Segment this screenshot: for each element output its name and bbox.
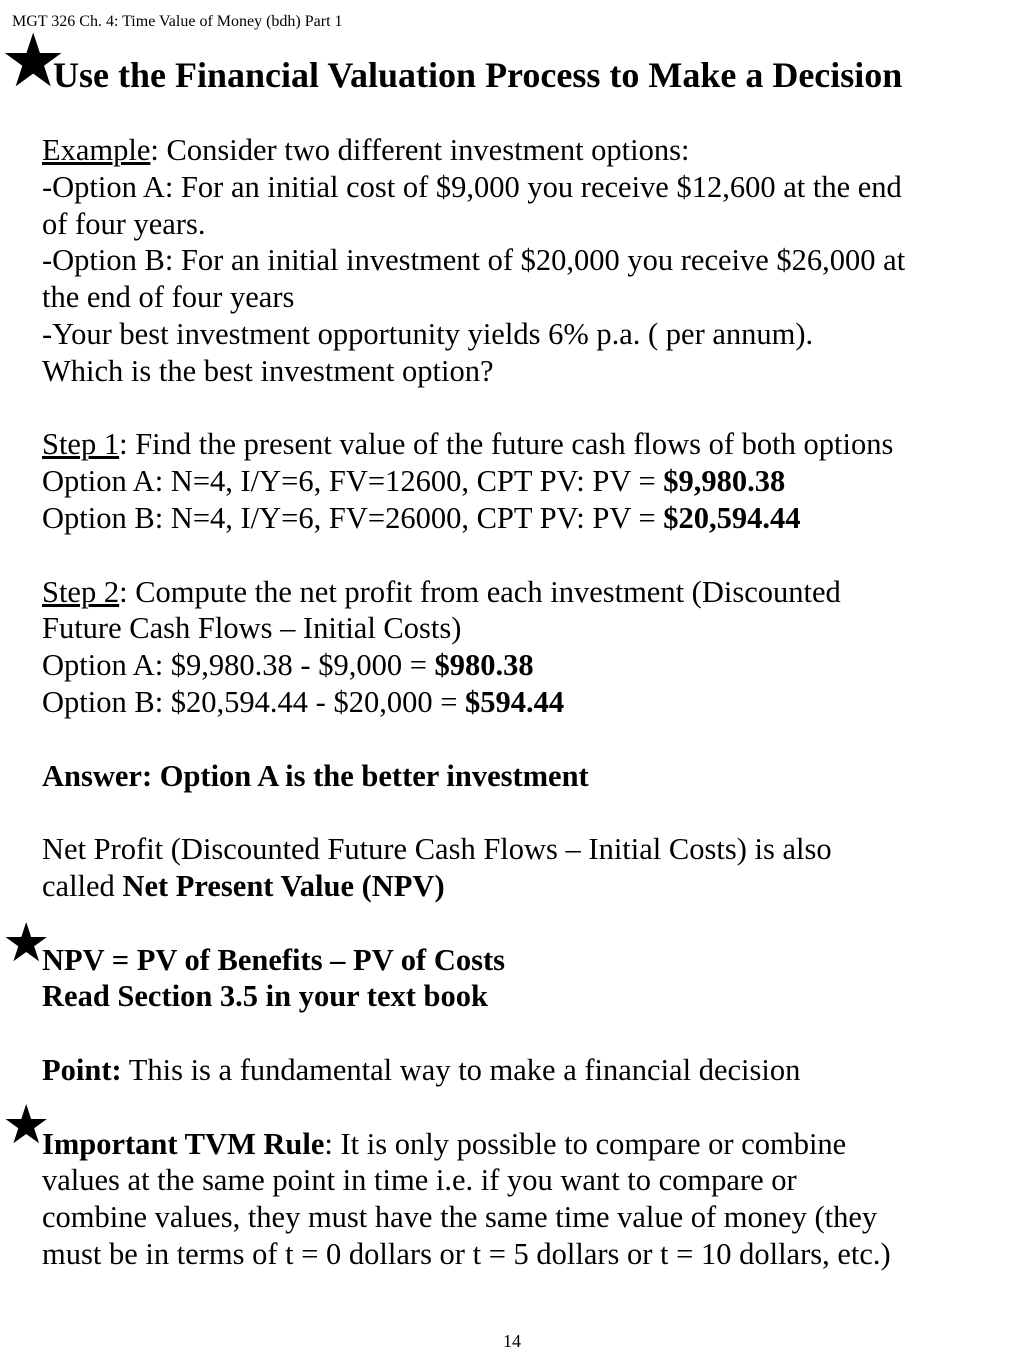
- step1-option-a-formula: Option A: N=4, I/Y=6, FV=12600, CPT PV: PV =: [42, 464, 664, 499]
- page-number: 14: [503, 1331, 521, 1351]
- option-a-line: -Option A: For an initial cost of $9,000 you receive $12,600 at the end: [42, 169, 902, 204]
- rule-line-4: must be in terms of t = 0 dollars or t = 5 dollars or t = 10 dollars, etc.): [42, 1236, 891, 1271]
- step2-option-a-value: $980.38: [434, 648, 534, 683]
- example-intro: : Consider two different investment options:: [150, 133, 690, 167]
- spacer: [42, 390, 1017, 427]
- step2-label: Step 2: [42, 574, 120, 609]
- step1-option-a-value: $9,980.38: [663, 464, 786, 499]
- step1-option-b-formula: Option B: N=4, I/Y=6, FV=26000, CPT PV: PV =: [42, 500, 664, 535]
- star-icon: ★: [2, 1093, 51, 1156]
- step2-option-b-formula: Option B: $20,594.44 - $20,000 =: [42, 684, 466, 719]
- point-label: Point:: [42, 1052, 122, 1087]
- spacer: [42, 1089, 1017, 1126]
- step2-option-a: [42, 647, 1017, 684]
- spacer: [42, 721, 1017, 758]
- npv-definition-line-continued: [42, 868, 1017, 905]
- rule-label: Important TVM Rule: [42, 1126, 325, 1161]
- option-b-line-continued: the end of four years: [42, 280, 295, 315]
- step1-text: : Find the present value of the future cash flows of both options: [119, 427, 894, 462]
- page-title: Use the Financial Valuation Process to Make a Decision: [53, 55, 903, 95]
- step2-option-a-formula: Option A: $9,980.38 - $9,000 =: [42, 648, 435, 683]
- step1-line: [42, 426, 1017, 463]
- point-line: [42, 1052, 1017, 1089]
- spacer: [42, 537, 1017, 574]
- step1-label: Step 1: [42, 427, 120, 462]
- step2-option-b: [42, 684, 1017, 721]
- option-a-line-continued: of four years.: [42, 206, 206, 241]
- example-intro-line: [42, 132, 1017, 169]
- spacer: [42, 794, 1017, 831]
- step2-option-b-value: $594.44: [465, 684, 565, 719]
- rule-line: [42, 1126, 1017, 1163]
- npv-called-text: called: [42, 868, 123, 903]
- rule-line-3: combine values, they must have the same time value of money (they: [42, 1200, 878, 1235]
- step1-option-b-value: $20,594.44: [663, 500, 801, 535]
- rule-text: : It is only possible to compare or combine: [324, 1126, 847, 1161]
- npv-definition-line: Net Profit (Discounted Future Cash Flows – Initial Costs) is also: [42, 832, 832, 867]
- star-icon: ★: [2, 911, 51, 974]
- npv-formula: NPV = PV of Benefits – PV of Costs: [42, 942, 505, 977]
- example-label: Example: [42, 133, 151, 167]
- step1-option-b: [42, 500, 1017, 537]
- spacer: [42, 1015, 1017, 1052]
- star-icon: ★: [0, 18, 67, 104]
- reading-assignment: Read Section 3.5 in your text book: [42, 979, 488, 1014]
- option-b-line: -Option B: For an initial investment of $20,000 you receive $26,000 at: [42, 243, 906, 278]
- answer-line: Answer: Option A is the better investment: [42, 758, 589, 793]
- yield-line: -Your best investment opportunity yields 6% p.a. ( per annum).: [42, 316, 814, 351]
- spacer: [42, 905, 1017, 942]
- rule-line-2: values at the same point in time i.e. if you want to compare or: [42, 1163, 797, 1198]
- slide-body: [42, 132, 1017, 1273]
- step2-text: : Compute the net profit from each investment (Discounted: [119, 574, 841, 609]
- step2-line-continued: Future Cash Flows – Initial Costs): [42, 611, 462, 646]
- step2-line: [42, 574, 1017, 611]
- point-text: This is a fundamental way to make a financial decision: [121, 1052, 801, 1087]
- npv-term: Net Present Value (NPV): [122, 868, 445, 903]
- question-line: Which is the best investment option?: [42, 353, 494, 388]
- header-course-line: MGT 326 Ch. 4: Time Value of Money (bdh) Part 1: [12, 13, 343, 30]
- step1-option-a: [42, 463, 1017, 500]
